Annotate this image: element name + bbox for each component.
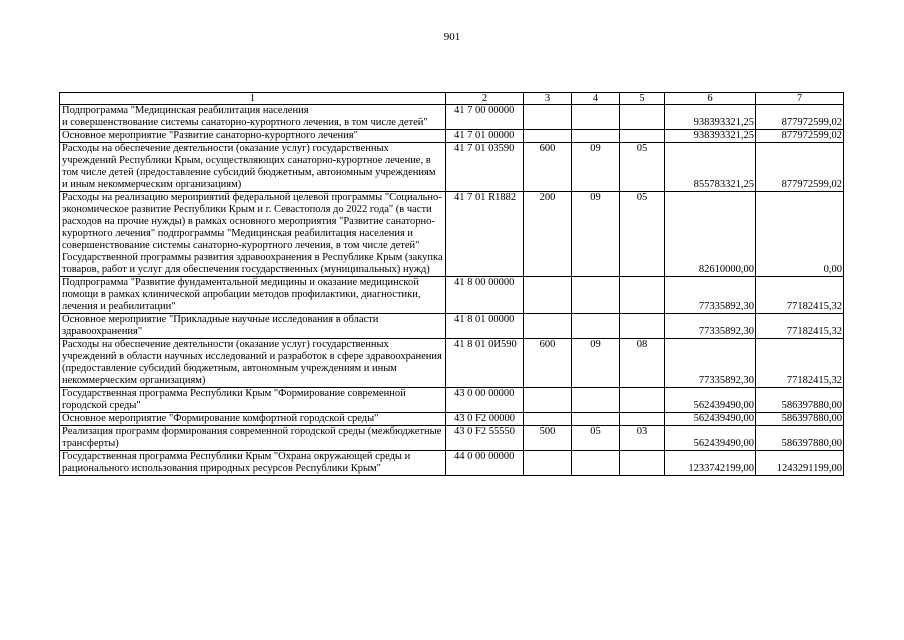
name-cell: Основное мероприятие "Прикладные научные исследования в области здравоохранения" — [60, 314, 446, 339]
section-cell: 09 — [572, 192, 620, 277]
subsection-cell — [620, 130, 665, 143]
amount-cell-1: 77335892,30 — [665, 314, 756, 339]
section-cell: 05 — [572, 426, 620, 451]
table-row — [60, 143, 844, 192]
amount-cell-1: 562439490,00 — [665, 388, 756, 413]
expense-type-cell — [524, 130, 572, 143]
table-row — [60, 426, 844, 451]
code-cell: 41 8 01 0И590 — [446, 339, 524, 388]
code-cell: 41 7 01 R1882 — [446, 192, 524, 277]
subsection-cell — [620, 277, 665, 314]
subsection-cell — [620, 451, 665, 476]
section-cell — [572, 388, 620, 413]
expense-type-cell: 500 — [524, 426, 572, 451]
section-cell — [572, 413, 620, 426]
budget-table — [59, 92, 844, 476]
amount-cell-2: 77182415,32 — [756, 314, 844, 339]
code-cell: 43 0 00 00000 — [446, 388, 524, 413]
amount-cell-2: 0,00 — [756, 192, 844, 277]
code-cell: 41 7 00 00000 — [446, 105, 524, 130]
code-cell: 43 0 F2 00000 — [446, 413, 524, 426]
amount-cell-2: 77182415,32 — [756, 277, 844, 314]
amount-cell-1: 77335892,30 — [665, 339, 756, 388]
amount-cell-2: 586397880,00 — [756, 413, 844, 426]
name-cell: Подпрограмма "Развитие фундаментальной медицины и оказание медицинской помощи в рамках клинической апробации методов профилактики, диагностики, лечения и реабилитации" — [60, 277, 446, 314]
name-cell: Расходы на реализацию мероприятий федеральной целевой программы "Социально-экономическое развитие Республики Крым и г. Севастополя до 2022 года" (в части расходов на прочие нужды) в рамках основного мероприятия "Развитие санаторно-курортного лечения" подпрограммы "Медицинская реабилитация населения и совершенствование системы санаторно-курортного лечения, в том числе детей" Государственной программы развития здравоохранения в Республике Крым (закупка товаров, работ и услуг для обеспечения государственных (муниципальных) нужд) — [60, 192, 446, 277]
expense-type-cell: 200 — [524, 192, 572, 277]
amount-cell-2: 877972599,02 — [756, 105, 844, 130]
table-row — [60, 277, 844, 314]
expense-type-cell — [524, 105, 572, 130]
amount-cell-1: 855783321,25 — [665, 143, 756, 192]
name-cell: Расходы на обеспечение деятельности (оказание услуг) государственных учреждений Республики Крым, осуществляющих санаторно-курортное лечение, в том числе детей (предоставление субсидий бюджетным, автономным учреждениям и иным некоммерческим организациям) — [60, 143, 446, 192]
header-cell: 6 — [665, 93, 756, 105]
table-row — [60, 314, 844, 339]
header-cell: 5 — [620, 93, 665, 105]
amount-cell-2: 77182415,32 — [756, 339, 844, 388]
header-cell: 3 — [524, 93, 572, 105]
name-cell: Расходы на обеспечение деятельности (оказание услуг) государственных учреждений в области научных исследований и разработок в сфере здравоохранения (предоставление субсидий бюджетным, автономным учреждениям и иным некоммерческим организациям) — [60, 339, 446, 388]
amount-cell-1: 562439490,00 — [665, 413, 756, 426]
table-row — [60, 192, 844, 277]
subsection-cell — [620, 413, 665, 426]
amount-cell-1: 77335892,30 — [665, 277, 756, 314]
amount-cell-2: 877972599,02 — [756, 130, 844, 143]
expense-type-cell — [524, 413, 572, 426]
name-cell: Основное мероприятие "Формирование комфортной городской среды" — [60, 413, 446, 426]
code-cell: 41 8 00 00000 — [446, 277, 524, 314]
amount-cell-2: 586397880,00 — [756, 426, 844, 451]
section-cell — [572, 130, 620, 143]
expense-type-cell — [524, 314, 572, 339]
expense-type-cell: 600 — [524, 143, 572, 192]
table-row — [60, 413, 844, 426]
section-cell — [572, 451, 620, 476]
table-row — [60, 388, 844, 413]
subsection-cell: 08 — [620, 339, 665, 388]
section-cell — [572, 277, 620, 314]
code-cell: 41 7 01 00000 — [446, 130, 524, 143]
header-cell: 7 — [756, 93, 844, 105]
code-cell: 41 7 01 03590 — [446, 143, 524, 192]
amount-cell-2: 586397880,00 — [756, 388, 844, 413]
name-cell: Государственная программа Республики Крым "Формирование современной городской среды" — [60, 388, 446, 413]
amount-cell-1: 938393321,25 — [665, 105, 756, 130]
amount-cell-1: 562439490,00 — [665, 426, 756, 451]
amount-cell-2: 1243291199,00 — [756, 451, 844, 476]
subsection-cell: 05 — [620, 143, 665, 192]
expense-type-cell — [524, 388, 572, 413]
section-cell: 09 — [572, 339, 620, 388]
amount-cell-1: 1233742199,00 — [665, 451, 756, 476]
table-header-row — [60, 93, 844, 105]
amount-cell-1: 82610000,00 — [665, 192, 756, 277]
section-cell — [572, 105, 620, 130]
subsection-cell — [620, 388, 665, 413]
subsection-cell: 05 — [620, 192, 665, 277]
subsection-cell — [620, 314, 665, 339]
section-cell — [572, 314, 620, 339]
code-cell: 41 8 01 00000 — [446, 314, 524, 339]
name-cell: Основное мероприятие "Развитие санаторно-курортного лечения" — [60, 130, 446, 143]
name-cell: Государственная программа Республики Крым "Охрана окружающей среды и рационального использования природных ресурсов Республики Крым" — [60, 451, 446, 476]
subsection-cell: 03 — [620, 426, 665, 451]
expense-type-cell: 600 — [524, 339, 572, 388]
table-row — [60, 130, 844, 143]
header-cell: 4 — [572, 93, 620, 105]
code-cell: 44 0 00 00000 — [446, 451, 524, 476]
name-cell: Реализация программ формирования современной городской среды (межбюджетные трансферты) — [60, 426, 446, 451]
table-row — [60, 451, 844, 476]
amount-cell-1: 938393321,25 — [665, 130, 756, 143]
subsection-cell — [620, 105, 665, 130]
code-cell: 43 0 F2 55550 — [446, 426, 524, 451]
page-number: 901 — [443, 31, 461, 43]
section-cell: 09 — [572, 143, 620, 192]
table-row — [60, 105, 844, 130]
expense-type-cell — [524, 277, 572, 314]
header-cell: 1 — [60, 93, 446, 105]
name-cell: Подпрограмма "Медицинская реабилитация населения и совершенствование системы санаторно-курортного лечения, в том числе детей" — [60, 105, 446, 130]
expense-type-cell — [524, 451, 572, 476]
header-cell: 2 — [446, 93, 524, 105]
table-row — [60, 339, 844, 388]
amount-cell-2: 877972599,02 — [756, 143, 844, 192]
